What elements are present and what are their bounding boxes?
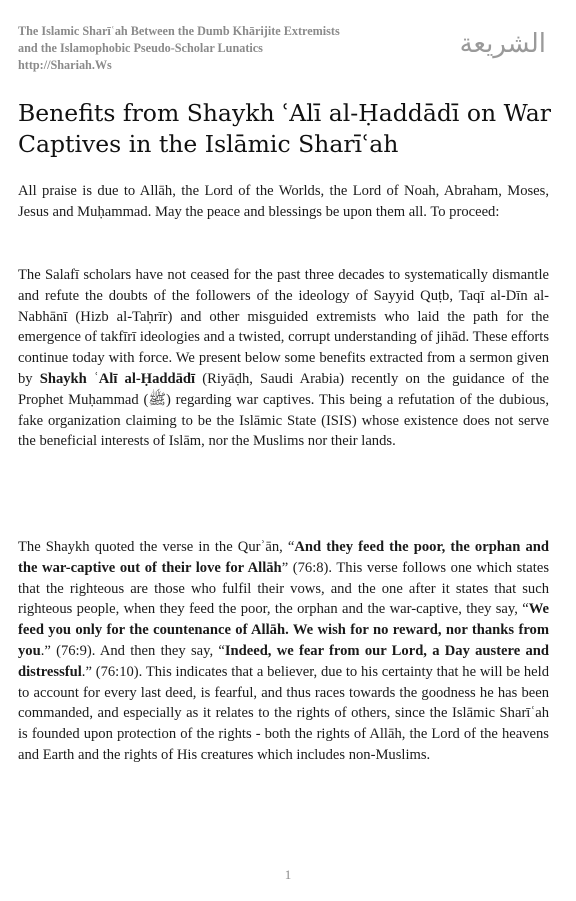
text-run: .” (76:9). And then they say, “: [40, 642, 225, 659]
text-run: (Riyāḍh, Saudi Arabia) recently on the guidance of the Prophet Muḥammad (ﷺ) regarding war captives. This being a refutation of the dubious, fake organization claiming to be the Islāmic State (ISIS) whose existence does not serve the beneficial interests of Islām, nor the Muslims nor their lands.: [18, 370, 549, 450]
text-run: The Salafī scholars have not ceased for the past three decades to systematically dismantle and refute the doubts of the followers of the ideology of Sayyid Quṭb, Taqī al-Dīn al-Nabhānī (Hizb al-Taḥrīr) and other misguided extremists who laid the path for the emergence of takfīrī ideologies and a twisted, corrupt understanding of jihād. These efforts continue today with force. We present below some benefits extracted from a sermon given by: [18, 267, 549, 387]
bold-text: Shaykh ʿAlī al-Ḥaddādī: [39, 370, 196, 387]
paragraph-quran-verse: [18, 537, 549, 766]
page-number: 1: [284, 867, 292, 882]
bold-quote: We feed you only for the countenance of Allāh. We wish for no reward, nor thanks from you: [18, 601, 549, 659]
page-header: [18, 23, 558, 79]
paragraph-salafi-scholars: [18, 265, 549, 452]
page-title: Benefits from Shaykh ʿAlī al-Ḥaddādī on War Captives in the Islāmic Sharīʿah: [18, 99, 551, 158]
text-run: ” (76:8). This verse follows one which states that the righteous are those who fulfil their vows, and the one after it states that such righteous people, when they feed the poor, the orphan and the war-captive, they say, “: [18, 559, 549, 618]
bold-quote: And they feed the poor, the orphan and the war-captive out of their love for Allāh: [18, 539, 549, 576]
bold-quote: Indeed, we fear from our Lord, a Day austere and distressful: [18, 642, 550, 680]
header-line-2: and the Islamophobic Pseudo-Scholar Lunatics: [18, 41, 263, 55]
shariah-logo: الشريعة: [459, 29, 546, 59]
header-line-1: The Islamic Sharīʿah Between the Dumb Khārijite Extremists: [18, 24, 340, 38]
header-text: [18, 23, 340, 74]
header-url: http://Shariah.Ws: [18, 58, 112, 72]
paragraph-intro: All praise is due to Allāh, the Lord of the Worlds, the Lord of Noah, Abraham, Moses, Jesus and Muḥammad. May the peace and blessings be upon them all. To proceed:: [18, 183, 549, 220]
text-run: The Shaykh quoted the verse in the Qurʾān, “: [18, 539, 295, 555]
text-run: .” (76:10). This indicates that a believer, due to his certainty that he will be held to account for every last deed, is fearful, and thus races towards the goodness he has been commanded, and especially as it relates to the rights of others, since the Islāmic Sharīʿah is founded upon protection of the rights - both the rights of Allāh, the Lord of the heavens and Earth and the rights of His creatures which includes non-Muslims.: [18, 663, 549, 763]
